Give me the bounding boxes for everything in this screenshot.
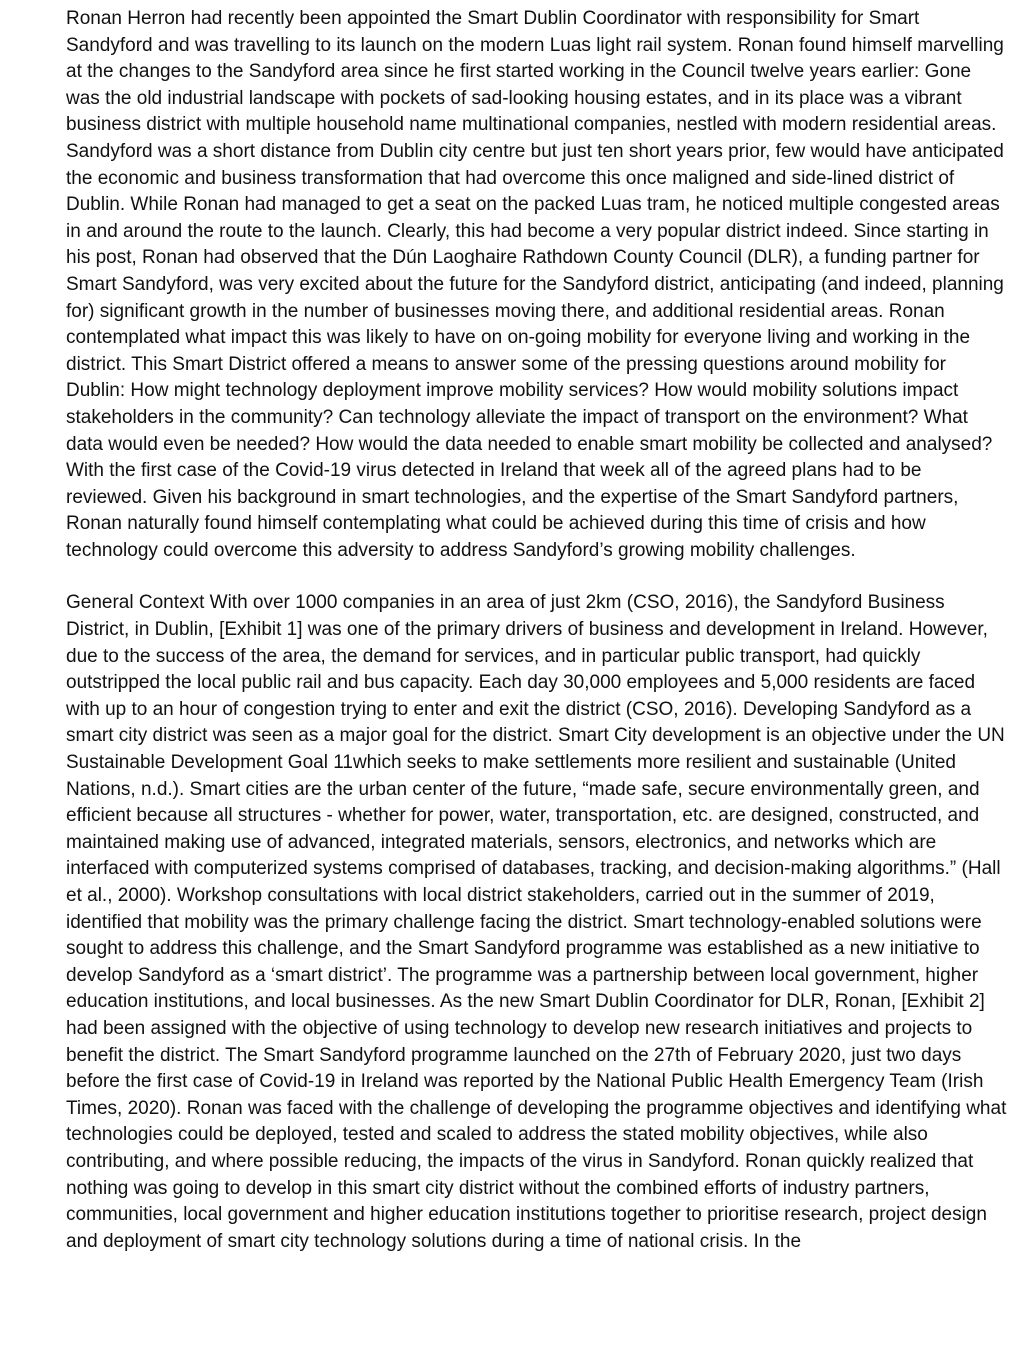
document-page bbox=[66, 6, 1008, 1281]
paragraph-intro: Ronan Herron had recently been appointed the Smart Dublin Coordinator with responsibility for Smart Sandyford and was travelling to its launch on the modern Luas light rail system. Ronan found himself marvelling at the changes to the Sandyford area since he first started working in the Council twelve years earlier: Gone was the old industrial landscape with pockets of sad-looking housing estates, and in its place was a vibrant business district with multiple household name multinational companies, nestled with modern residential areas. Sandyford was a short distance from Dublin city centre but just ten short years prior, few would have anticipated the economic and business transformation that had overcome this once maligned and side-lined district of Dublin. While Ronan had managed to get a seat on the packed Luas tram, he noticed multiple congested areas in and around the route to the launch. Clearly, this had become a very popular district indeed. Since starting in his post, Ronan had observed that the Dún Laoghaire Rathdown County Council (DLR), a funding partner for Smart Sandyford, was very excited about the future for the Sandyford district, anticipating (and indeed, planning for) significant growth in the number of businesses moving there, and additional residential areas. Ronan contemplated what impact this was likely to have on on-going mobility for everyone living and working in the district. This Smart District offered a means to answer some of the pressing questions around mobility for Dublin: How might technology deployment improve mobility services? How would mobility solutions impact stakeholders in the community? Can technology alleviate the impact of transport on the environment? What data would even be needed? How would the data needed to enable smart mobility be collected and analysed? With the first case of the Covid-19 virus detected in Ireland that week all of the agreed plans had to be reviewed. Given his background in smart technologies, and the expertise of the Smart Sandyford partners, Ronan naturally found himself contemplating what could be achieved during this time of crisis and how technology could overcome this adversity to address Sandyford’s growing mobility challenges. bbox=[66, 8, 1004, 561]
paragraph-general-context: General Context With over 1000 companies in an area of just 2km (CSO, 2016), the Sandyford Business District, in Dublin, [Exhibit 1] was one of the primary drivers of business and development in Ireland. However, due to the success of the area, the demand for services, and in particular public transport, had quickly outstripped the local public rail and bus capacity. Each day 30,000 employees and 5,000 residents are faced with up to an hour of congestion trying to enter and exit the district (CSO, 2016). Developing Sandyford as a smart city district was seen as a major goal for the district. Smart City development is an objective under the UN Sustainable Development Goal 11which seeks to make settlements more resilient and sustainable (United Nations, n.d.). Smart cities are the urban center of the future, “made safe, secure environmentally green, and efficient because all structures - whether for power, water, transportation, etc. are designed, constructed, and maintained making use of advanced, integrated materials, sensors, electronics, and networks which are interfaced with computerized systems comprised of databases, tracking, and decision-making algorithms.” (Hall et al., 2000). Workshop consultations with local district stakeholders, carried out in the summer of 2019, identified that mobility was the primary challenge facing the district. Smart technology-enabled solutions were sought to address this challenge, and the Smart Sandyford programme was established as a new initiative to develop Sandyford as a ‘smart district’. The programme was a partnership between local government, higher education institutions, and local businesses. As the new Smart Dublin Coordinator for DLR, Ronan, [Exhibit 2] had been assigned with the objective of using technology to develop new research initiatives and projects to benefit the district. The Smart Sandyford programme launched on the 27th of February 2020, just two days before the first case of Covid-19 in Ireland was reported by the National Public Health Emergency Team (Irish Times, 2020). Ronan was faced with the challenge of developing the programme objectives and identifying what technologies could be deployed, tested and scaled to address the stated mobility objectives, while also contributing, and where possible reducing, the impacts of the virus in Sandyford. Ronan quickly realized that nothing was going to develop in this smart city district without the combined efforts of industry partners, communities, local government and higher education institutions together to prioritise research, project design and deployment of smart city technology solutions during a time of national crisis. In the bbox=[66, 592, 1007, 1252]
